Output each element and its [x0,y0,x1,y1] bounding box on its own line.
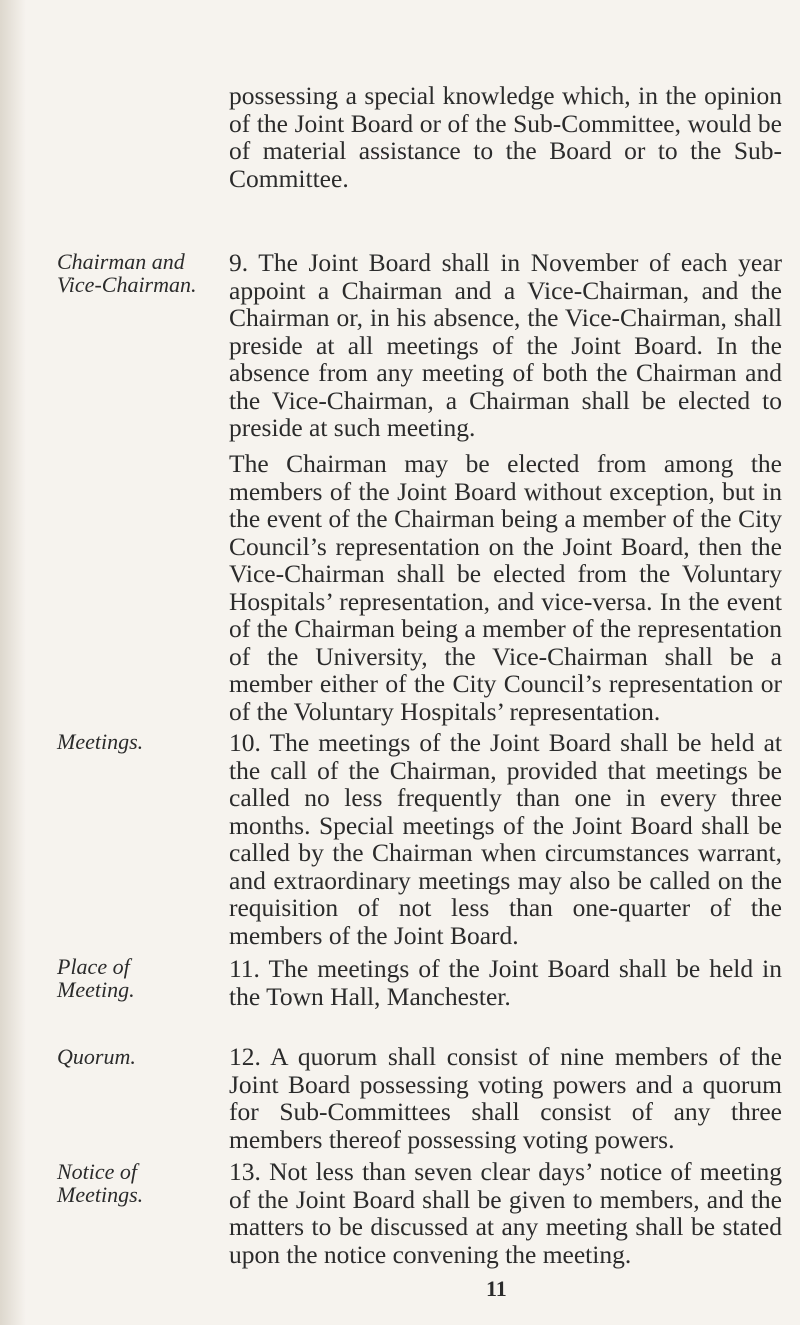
margin-note-place: Place of Meeting. [57,954,135,1002]
paragraph-9-continued: The Chairman may be elected from among the members of the Joint Board without exception, but in the event of the Chairman being a member of the City Council’s representation on the Joint Board, then the Vice-Chairman shall be elected from the Voluntary Hospitals’ representation, and vice-versa. In the event of the Chairman being a member of the representation of the University, the Vice-Chairman shall be a member either of the City Council’s representation or of the Voluntary Hospitals’ representation. [229,449,782,726]
margin-note-notice: Notice of Meetings. [57,1159,144,1207]
margin-note-chairman: Chairman and Vice-Chairman. [57,249,197,297]
page-edge-shadow [0,0,26,1325]
margin-note-quorum: Quorum. [57,1044,136,1069]
paragraph-13: 13. Not less than seven clear days’ notice of meeting of the Joint Board shall be given to members, and the matters to be discussed at any meeting shall be stated upon the notice convening the meeting. [229,1157,782,1269]
page-number: 11 [486,1276,507,1301]
margin-note-meetings: Meetings. [57,729,144,754]
paragraph-9: 9. The Joint Board shall in November of each year appoint a Chairman and a Vice-Chairman, and the Chairman or, in his absence, the Vice-Chairman, shall preside at all meetings of the Joint Board. In the absence from any meeting of both the Chairman and the Vice-Chairman, a Chairman shall be elected to preside at such meeting. [229,248,782,442]
paragraph-10: 10. The meetings of the Joint Board shall be held at the call of the Chairman, provided that meetings be called no less frequently than one in every three months. Special meetings of the Joint Board shall be called by the Chairman when circumstances warrant, and extraordinary meetings may also be called on the requisition of not less than one-quarter of the members of the Joint Board. [229,728,782,950]
paragraph-continuation: possessing a special knowledge which, in the opinion of the Joint Board or of the Sub-Committee, would be of material assistance to the Board or to the Sub-Committee. [229,81,782,193]
paragraph-11: 11. The meetings of the Joint Board shall be held in the Town Hall, Manchester. [229,954,782,1011]
paragraph-12: 12. A quorum shall consist of nine members of the Joint Board possessing voting powers and a quorum for Sub-Committees shall consist of any three members thereof possessing voting powers. [229,1042,782,1154]
